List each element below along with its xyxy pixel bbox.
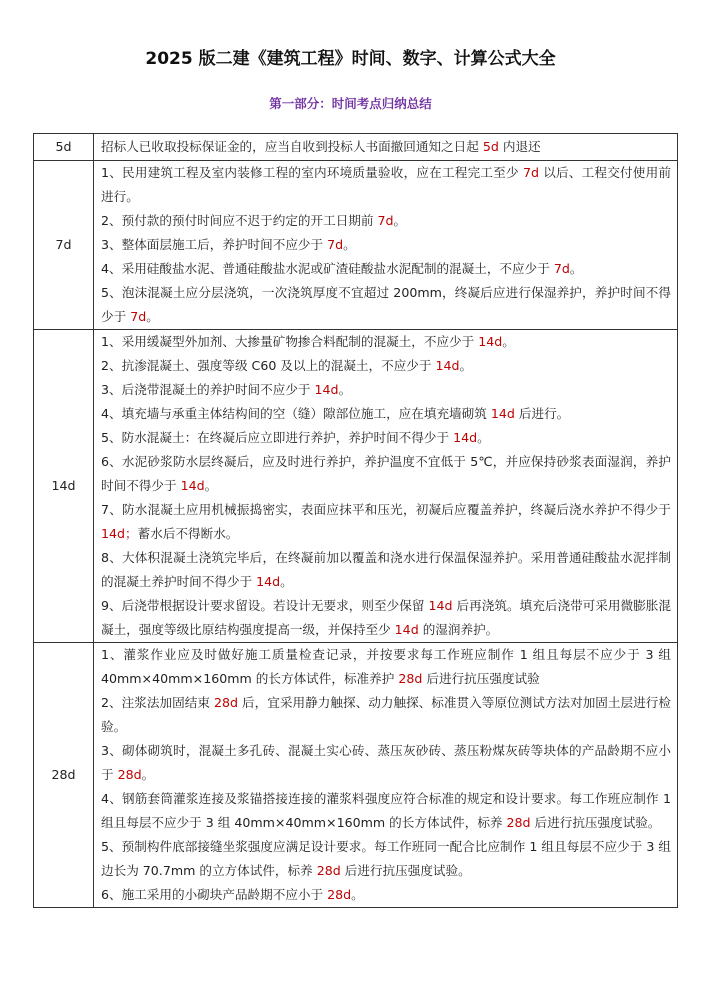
rule-text: 后进行。 [514, 406, 570, 421]
time-key-cell: 7d [34, 161, 94, 330]
highlighted-duration: 14d [435, 358, 460, 373]
rule-text: 。 [146, 309, 159, 324]
rule-text: 1、灌浆作业应及时做好施工质量检查记录，并按要求每工作班应制作 1 组且每层不应少于 3 组 40mm×40mm×160mm 的长方体试件，标准养护 [101, 647, 671, 686]
rule-text: 1、采用缓凝型外加剂、大掺量矿物掺合料配制的混凝土，不应少于 [101, 334, 479, 349]
rule-text: 1、民用建筑工程及室内装修工程的室内环境质量验收，应在工程完工至少 [101, 165, 523, 180]
rule-item [101, 739, 671, 787]
highlighted-duration: 14d [314, 382, 339, 397]
highlighted-duration: 14d [256, 574, 281, 589]
rule-text: 后进行抗压强度试验 [422, 671, 540, 686]
rule-text: 2、抗渗混凝土、强度等级 C60 及以上的混凝土，不应少于 [101, 358, 436, 373]
rule-text: 内退还 [498, 139, 541, 154]
rule-text: 6、水泥砂浆防水层终凝后，应及时进行养护，养护温度不宜低于 5℃，并应保持砂浆表面湿润，养护时间不得少于 [101, 454, 671, 493]
highlighted-duration: 14d； [101, 526, 138, 541]
rule-item [101, 281, 671, 329]
highlighted-duration: 7d [377, 213, 394, 228]
rule-text: 。 [502, 334, 515, 349]
rule-text: 5、防水混凝土：在终凝后应立即进行养护，养护时间不得少于 [101, 430, 454, 445]
rule-item [101, 546, 671, 594]
rule-text: 。 [204, 478, 218, 493]
rule-item [101, 835, 671, 883]
rule-text: 7、防水混凝土应用机械振捣密实，表面应抹平和压光，初凝后应覆盖养护，终凝后浇水养护不得少于 [101, 502, 671, 517]
rule-text: 招标人已收取投标保证金的，应当自收到投标人书面撤回通知之日起 [101, 139, 483, 154]
table-row [34, 330, 678, 643]
rule-text: 。 [338, 382, 352, 397]
rule-item [101, 378, 671, 402]
rule-text: 。 [459, 358, 473, 373]
rule-text: 。 [343, 237, 356, 252]
highlighted-duration: 28d [214, 695, 239, 710]
rule-item [101, 209, 671, 233]
rule-item [101, 135, 671, 159]
rule-text: 。 [141, 767, 155, 782]
rule-text: 蓄水后不得断水。 [137, 526, 239, 541]
table-row [34, 161, 678, 330]
rule-text: 8、大体积混凝土浇筑完毕后，在终凝前加以覆盖和浇水进行保温保湿养护。采用普通硅酸盐水泥拌制的混凝土养护时间不得少于 [101, 550, 671, 589]
rule-text: 以后、工程交付使用前进行。 [101, 165, 671, 204]
rule-text: 后再浇筑。填充后浇带可采用微膨胀混凝土，强度等级比原结构强度提高一级，并保持至少 [101, 598, 671, 637]
rule-item [101, 233, 671, 257]
rule-content-cell [94, 643, 678, 908]
highlighted-duration: 28d [117, 767, 142, 782]
rule-text: 。 [351, 887, 364, 902]
rule-item [101, 402, 671, 426]
rule-text: 3、后浇带混凝土的养护时间不应少于 [101, 382, 315, 397]
highlighted-duration: 28d [316, 863, 341, 878]
highlighted-duration: 28d [398, 671, 423, 686]
highlighted-duration: 7d [327, 237, 344, 252]
time-key-cell: 28d [34, 643, 94, 908]
rule-item [101, 883, 671, 907]
rule-text: 6、施工采用的小砌块产品龄期不应小于 [101, 887, 328, 902]
highlighted-duration: 14d [490, 406, 515, 421]
rule-text: 。 [280, 574, 293, 589]
rule-item [101, 330, 671, 354]
highlighted-duration: 7d [553, 261, 570, 276]
rule-item [101, 643, 671, 691]
rule-content-cell [94, 330, 678, 643]
table-row [34, 134, 678, 161]
highlighted-duration: 14d [180, 478, 205, 493]
rule-item [101, 426, 671, 450]
rule-text: 。 [393, 213, 407, 228]
rule-text: 。 [569, 261, 583, 276]
rule-item [101, 787, 671, 835]
rule-item [101, 450, 671, 498]
time-key-cell: 5d [34, 134, 94, 161]
rule-text: 5、泡沫混凝土应分层浇筑，一次浇筑厚度不宜超过 200mm，终凝后应进行保湿养护，养护时间不得少于 [101, 285, 671, 324]
rule-text: 的湿润养护。 [418, 622, 499, 637]
highlighted-duration: 14d [428, 598, 453, 613]
highlighted-duration: 14d [453, 430, 478, 445]
rule-text: 后进行抗压强度试验。 [340, 863, 471, 878]
highlighted-duration: 5d [482, 139, 499, 154]
highlighted-duration: 28d [327, 887, 352, 902]
rule-text: 后，宜采用静力触探、动力触探、标准贯入等原位测试方法对加固土层进行检验。 [101, 695, 671, 734]
rule-item [101, 257, 671, 281]
rule-text: 。 [477, 430, 490, 445]
rule-item [101, 161, 671, 209]
rule-text: 5、预制构件底部接缝坐浆强度应满足设计要求。每工作班同一配合比应制作 1 组且每层不应少于 3 组边长为 70.7mm 的立方体试件，标养 [101, 839, 671, 878]
highlighted-duration: 14d [394, 622, 419, 637]
rule-content-cell [94, 161, 678, 330]
time-key-cell: 14d [34, 330, 94, 643]
rule-item [101, 354, 671, 378]
rule-text: 后进行抗压强度试验。 [530, 815, 661, 830]
rule-text: 3、砌体砌筑时，混凝土多孔砖、混凝土实心砖、蒸压灰砂砖、蒸压粉煤灰砖等块体的产品龄期不应小于 [101, 743, 671, 782]
rule-item [101, 691, 671, 739]
rule-item [101, 594, 671, 642]
rule-text: 4、钢筋套筒灌浆连接及浆锚搭接连接的灌浆料强度应符合标准的规定和设计要求。每工作班应制作 1 组且每层不应少于 3 组 40mm×40mm×160mm 的长方体试件，标养 [101, 791, 671, 830]
highlighted-duration: 28d [506, 815, 531, 830]
rule-item [101, 498, 671, 546]
highlighted-duration: 7d [522, 165, 539, 180]
section-title: 第一部分：时间考点归纳总结 [269, 96, 432, 111]
table-row [34, 643, 678, 908]
rule-text: 2、注浆法加固结束 [101, 695, 214, 710]
highlighted-duration: 14d [478, 334, 503, 349]
rule-text: 2、预付款的预付时间应不迟于约定的开工日期前 [101, 213, 378, 228]
time-summary-table [33, 133, 678, 908]
highlighted-duration: 7d [130, 309, 147, 324]
rule-text: 4、采用硅酸盐水泥、普通硅酸盐水泥或矿渣硅酸盐水泥配制的混凝土，不应少于 [101, 261, 554, 276]
rule-text: 4、填充墙与承重主体结构间的空（缝）隙部位施工，应在填充墙砌筑 [101, 406, 491, 421]
document-title: 2025 版二建《建筑工程》时间、数字、计算公式大全 [145, 49, 556, 69]
rule-text: 9、后浇带根据设计要求留设。若设计无要求，则至少保留 [101, 598, 429, 613]
rule-content-cell [94, 134, 678, 161]
rule-text: 3、整体面层施工后，养护时间不应少于 [101, 237, 328, 252]
